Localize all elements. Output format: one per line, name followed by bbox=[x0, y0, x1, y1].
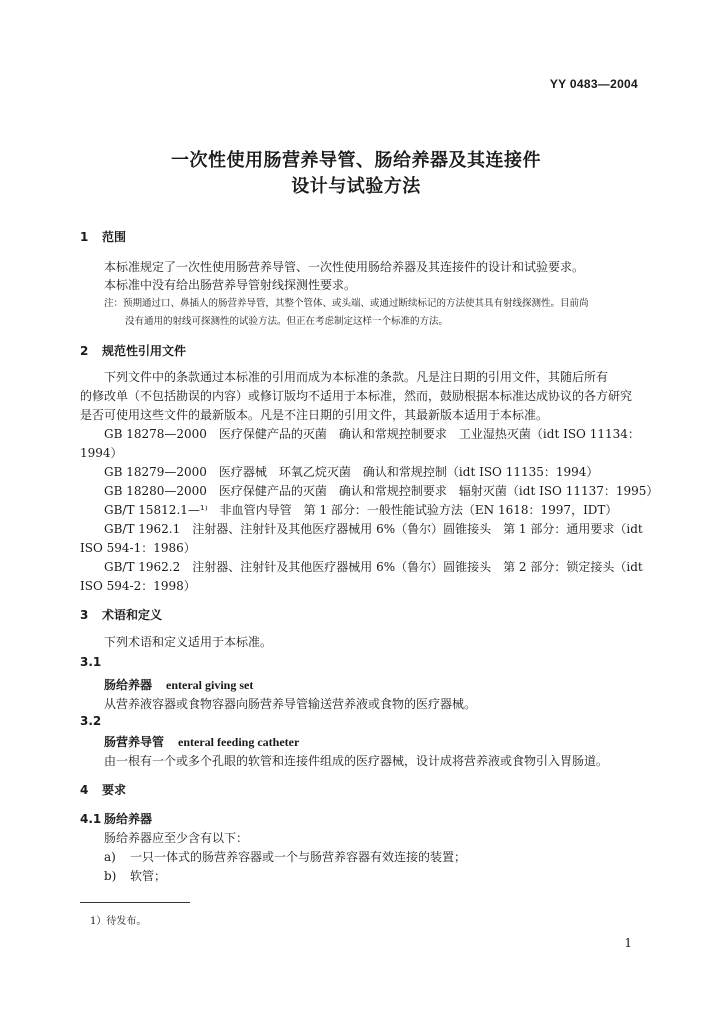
list-item-text: 一只一体式的肠营养容器或一个与肠营养容器有效连接的装置； bbox=[130, 850, 467, 864]
subsection-4-1-heading bbox=[80, 810, 152, 827]
subsection-number: 4.1 bbox=[80, 812, 102, 826]
footnote-divider bbox=[80, 902, 190, 903]
reference-line: GB 18278—2000 医疗保健产品的灭菌 确认和常规控制要求 工业湿热灭菌（idt ISO 11134： bbox=[104, 427, 640, 441]
reference-line: GB/T 15812.1—¹⁾ 非血管内导管 第 1 部分：一般性能试验方法（EN 1618：1997，IDT） bbox=[104, 503, 618, 517]
page-number: 1 bbox=[624, 936, 632, 950]
list-marker: a) bbox=[104, 850, 116, 864]
section-3-heading bbox=[80, 606, 162, 623]
reference-line: GB 18279—2000 医疗器械 环氧乙烷灭菌 确认和常规控制（idt ISO 11135：1994） bbox=[104, 465, 599, 479]
term-chinese: 肠给养器 bbox=[104, 678, 153, 692]
term-english: enteral giving set bbox=[166, 678, 254, 692]
list-item bbox=[104, 848, 466, 865]
note-line: 注：预期通过口、鼻插人的肠营养导管，其整个管体、或头端、或通过断续标记的方法使其具有射线探测性。目前尚 bbox=[104, 298, 589, 309]
term-definition: 由一根有一个或多个孔眼的软管和连接件组成的医疗器械，设计成将营养液或食物引入胃肠道。 bbox=[104, 754, 609, 768]
section-title: 要求 bbox=[102, 783, 127, 797]
list-item bbox=[104, 867, 166, 884]
reference-line: ISO 594-2：1998） bbox=[80, 579, 196, 593]
term-entry bbox=[104, 676, 253, 693]
section-number: 2 bbox=[80, 344, 89, 358]
term-english: enteral feeding catheter bbox=[178, 735, 300, 749]
section-number: 3 bbox=[80, 608, 89, 622]
subsection-number: 3.2 bbox=[80, 714, 102, 728]
term-chinese: 肠营养导管 bbox=[104, 735, 165, 749]
section-2-heading bbox=[80, 342, 186, 359]
subsection-number: 3.1 bbox=[80, 655, 102, 669]
reference-line: 1994） bbox=[80, 446, 123, 460]
paragraph: 肠给养器应至少含有以下： bbox=[104, 831, 249, 845]
standard-number: YY 0483—2004 bbox=[549, 77, 638, 91]
section-1-heading bbox=[80, 228, 126, 245]
section-number: 4 bbox=[80, 783, 89, 797]
footnote: 1）待发布。 bbox=[90, 916, 147, 927]
subsection-title: 肠给养器 bbox=[104, 812, 153, 826]
section-4-heading bbox=[80, 781, 126, 798]
reference-line: GB 18280—2000 医疗保健产品的灭菌 确认和常规控制要求 辐射灭菌（idt ISO 11137：1995） bbox=[104, 484, 659, 498]
section-title: 范围 bbox=[102, 230, 127, 244]
reference-line: GB/T 1962.1 注射器、注射针及其他医疗器械用 6%（鲁尔）圆锥接头 第 1 部分：通用要求（idt bbox=[104, 522, 643, 536]
paragraph: 下列术语和定义适用于本标准。 bbox=[104, 635, 273, 649]
term-entry bbox=[104, 733, 299, 750]
list-item-text: 软管； bbox=[130, 869, 167, 883]
paragraph: 本标准规定了一次性使用肠营养导管、一次性使用肠给养器及其连接件的设计和试验要求。 bbox=[104, 260, 585, 274]
note-line: 没有通用的射线可探测性的试验方法。但正在考虑制定这样一个标准的方法。 bbox=[125, 316, 449, 327]
term-definition: 从营养液容器或食物容器向肠营养导管输送营养液或食物的医疗器械。 bbox=[104, 697, 477, 711]
document-title-line1: 一次性使用肠营养导管、肠给养器及其连接件 bbox=[171, 150, 541, 171]
section-title: 规范性引用文件 bbox=[102, 344, 187, 358]
paragraph-line: 下列文件中的条款通过本标准的引用而成为本标准的条款。凡是注日期的引用文件，其随后所有 bbox=[104, 370, 609, 384]
paragraph-line: 是否可使用这些文件的最新版本。凡是不注日期的引用文件，其最新版本适用于本标准。 bbox=[80, 408, 549, 422]
section-number: 1 bbox=[80, 230, 89, 244]
list-marker: b) bbox=[104, 869, 117, 883]
paragraph-line: 的修改单（不包括勘误的内容）或修订版均不适用于本标准，然而，鼓励根据本标准达成协议的各方研究 bbox=[80, 389, 633, 403]
paragraph: 本标准中没有给出肠营养导管射线探测性要求。 bbox=[104, 278, 357, 292]
reference-line: GB/T 1962.2 注射器、注射针及其他医疗器械用 6%（鲁尔）圆锥接头 第 2 部分：锁定接头（idt bbox=[104, 560, 643, 574]
reference-line: ISO 594-1：1986） bbox=[80, 541, 196, 555]
document-title-line2: 设计与试验方法 bbox=[291, 176, 421, 197]
section-title: 术语和定义 bbox=[102, 608, 163, 622]
